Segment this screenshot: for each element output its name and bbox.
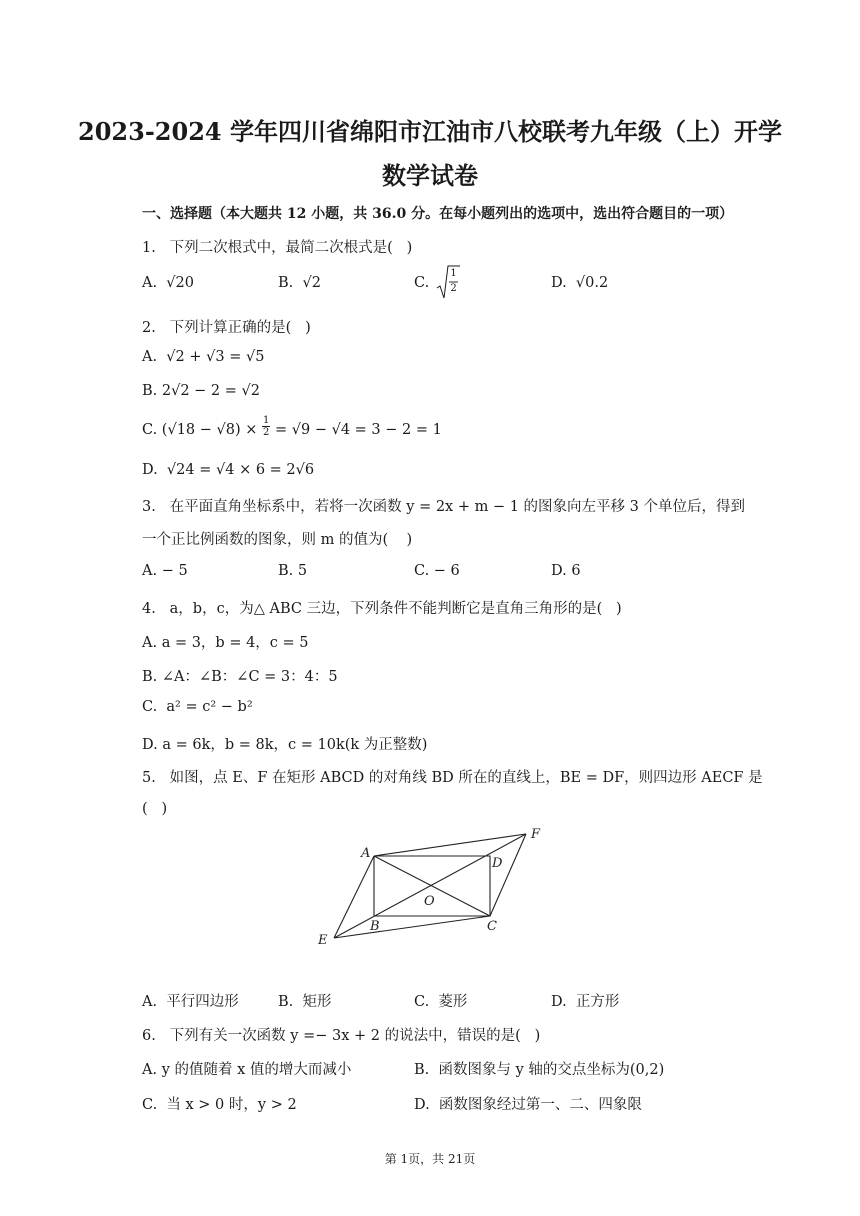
label-a: A [361,846,371,861]
q1-c-numerator: 1 [450,268,457,279]
q2-c-denominator: 2 [263,426,270,438]
label-f: F [531,827,541,842]
q6-option-d: D. 函数图象经过第一、二、四象限 [414,1097,642,1113]
segment-fc [490,834,526,916]
q5-stem-line1: 5. 如图，点 E、F 在矩形 ABCD 的对角线 BD 所在的直线上，BE = DF，则四边形 AECF 是 [142,770,763,786]
section-heading: 一、选择题（本大题共 12 小题，共 36.0 分。在每小题列出的选项中，选出符合题目的一项） [142,206,734,222]
q2-c-left: C. (√18 − √8) × [142,422,263,438]
rectangle-parallelogram-diagram [310,820,550,950]
segment-ec [334,916,490,938]
q6-stem: 6. 下列有关一次函数 y =− 3x + 2 的说法中，错误的是( ) [142,1028,541,1044]
q1-option-a: A. √20 [142,275,194,291]
q3-stem-line2: 一个正比例函数的图象，则 m 的值为( ) [142,532,413,548]
q5-option-a: A. 平行四边形 [142,994,239,1010]
q4-option-a: A. a = 3，b = 4，c = 5 [142,635,309,651]
q4-option-c: C. a² = c² − b² [142,699,253,715]
q3-option-a: A. − 5 [142,563,188,579]
q5-stem-line2: ( ) [142,801,168,817]
q2-option-b: B. 2√2 − 2 = √2 [142,383,260,399]
q1-option-b: B. √2 [278,275,321,291]
q2-stem: 2. 下列计算正确的是( ) [142,320,311,336]
q6-option-a: A. y 的值随着 x 值的增大而减小 [142,1062,352,1078]
segment-af [374,834,526,856]
q6-option-c: C. 当 x > 0 时，y > 2 [142,1097,297,1113]
q6-option-b: B. 函数图象与 y 轴的交点坐标为(0,2) [414,1062,665,1078]
q5-option-b: B. 矩形 [278,994,332,1010]
q1-option-d: D. √0.2 [551,275,609,291]
q1-option-c-label: C. [414,275,430,291]
q4-option-b: B. ∠A：∠B：∠C = 3：4：5 [142,669,338,685]
q5-option-c: C. 菱形 [414,994,468,1010]
doc-title-line1: 2023-2024 学年四川省绵阳市江油市八校联考九年级（上）开学 [78,117,782,146]
page-footer: 第 1页，共 21页 [384,1152,476,1166]
q4-option-d: D. a = 6k，b = 8k，c = 10k(k 为正整数) [142,737,428,753]
q1-option-c-radical [436,264,460,300]
q2-c-right: = √9 − √4 = 3 − 2 = 1 [270,422,442,438]
label-b: B [370,919,380,934]
q3-option-b: B. 5 [278,563,308,579]
q2-option-d: D. √24 = √4 × 6 = 2√6 [142,462,315,478]
q5-figure [310,820,550,950]
q3-option-d: D. 6 [551,563,581,579]
q2-option-a: A. √2 + √3 = √5 [142,349,265,365]
q1-stem: 1. 下列二次根式中，最简二次根式是( ) [142,240,413,256]
segment-ae [334,856,374,938]
q1-c-denominator: 2 [450,283,457,294]
label-o: O [424,894,435,909]
label-e: E [318,933,328,948]
doc-title-line2: 数学试卷 [382,161,478,190]
q3-stem-line1: 3. 在平面直角坐标系中，若将一次函数 y = 2x + m − 1 的图象向左平移 3 个单位后，得到 [142,499,745,515]
label-c: C [487,919,497,934]
q2-c-numerator: 1 [263,414,270,426]
q5-option-d: D. 正方形 [551,994,620,1010]
label-d: D [492,856,503,871]
q2-option-c [142,414,442,438]
q3-option-c: C. − 6 [414,563,460,579]
q4-stem: 4. a，b，c，为△ ABC 三边，下列条件不能判断它是直角三角形的是( ) [142,601,622,617]
